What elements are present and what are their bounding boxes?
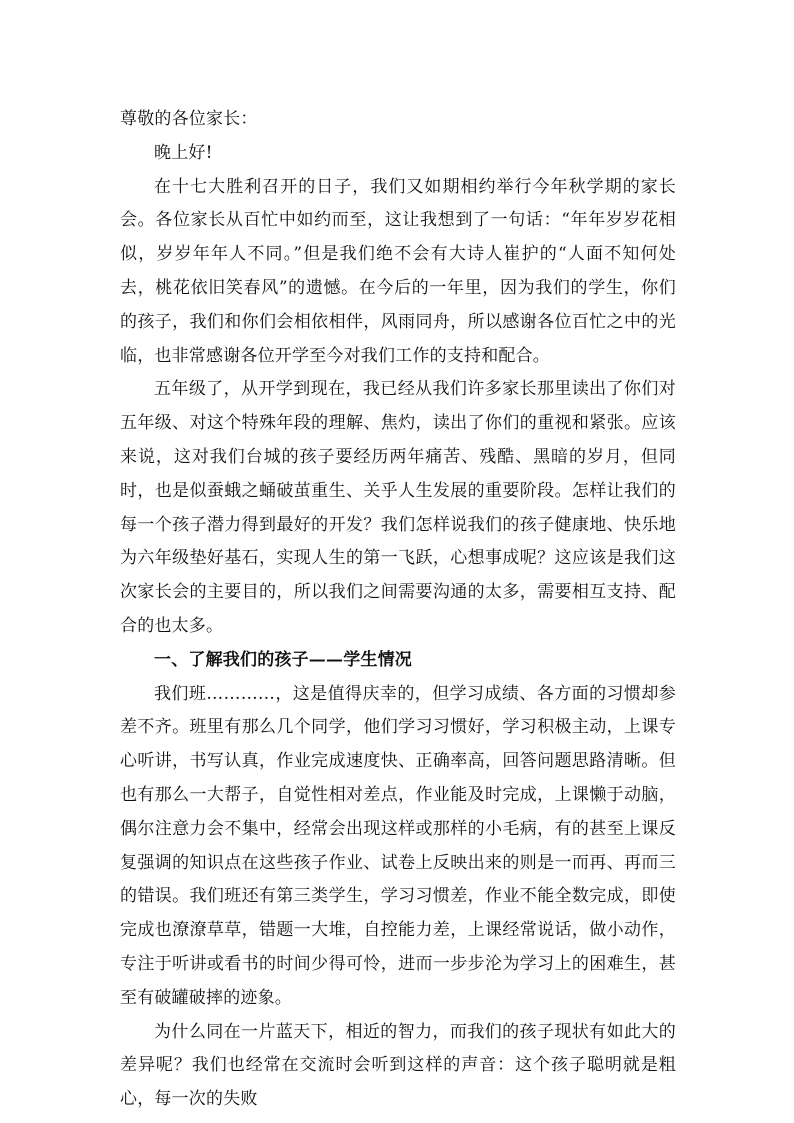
section-heading: 一、了解我们的孩子——学生情况 <box>154 649 412 670</box>
salutation: 尊敬的各位家长： <box>120 109 258 129</box>
section-paragraph-2: 为什么同在一片蓝天下，相近的智力，而我们的孩子现状有如此大的差异呢？我们也经常在交流时会听到这样的声音：这个孩子聪明就是粗心，每一次的失败 <box>120 1021 676 1110</box>
intro-paragraph-1: 在十七大胜利召开的日子，我们又如期相约举行今年秋学期的家长会。各位家长从百忙中如约而至，这让我想到了一句话：“年年岁岁花相似，岁岁年年人不同。”但是我们绝不会有大诗人崔护的“人面不知何处去，桃花依旧笑春风”的遗憾。在今后的一年里，因为我们的学生，你们的孩子，我们和你们会相依相伴，风雨同舟，所以感谢各位百忙之中的光临，也非常感谢各位开学至今对我们工作的支持和配合。 <box>120 176 676 366</box>
greeting: 晚上好! <box>154 142 213 163</box>
section-paragraph-1: 我们班…………，这是值得庆幸的，但学习成绩、各方面的习惯却参差不齐。班里有那么几个同学，他们学习习惯好，学习积极主动，上课专心听讲，书写认真，作业完成速度快、正确率高，回答问题思路清晰。但也有那么一大帮子，自觉性相对差点，作业能及时完成，上课懒于动脑，偶尔注意力会不集中，经常会出现这样或那样的小毛病，有的甚至上课反复强调的知识点在这些孩子作业、试卷上反映出来的则是一而再、再而三的错误。我们班还有第三类学生，学习习惯差，作业不能全数完成，即使完成也潦潦草草，错题一大堆，自控能力差，上课经常说话，做小动作，专注于听讲或看书的时间少得可怜，进而一步步沦为学习上的困难生，甚至有破罐破摔的迹象。 <box>120 683 676 1008</box>
document-body <box>120 103 676 1117</box>
intro-paragraph-2: 五年级了，从开学到现在，我已经从我们许多家长那里读出了你们对五年级、对这个特殊年段的理解、焦灼，读出了你们的重视和紧张。应该来说，这对我们台城的孩子要经历两年痛苦、残酷、黑暗的岁月，但同时，也是似蚕蛾之蛹破茧重生、关乎人生发展的重要阶段。怎样让我们的每一个孩子潜力得到最好的开发？我们怎样说我们的孩子健康地、快乐地为六年级垫好基石，实现人生的第一飞跃，心想事成呢？这应该是我们这次家长会的主要目的，所以我们之间需要沟通的太多，需要相互支持、配合的也太多。 <box>120 379 676 636</box>
